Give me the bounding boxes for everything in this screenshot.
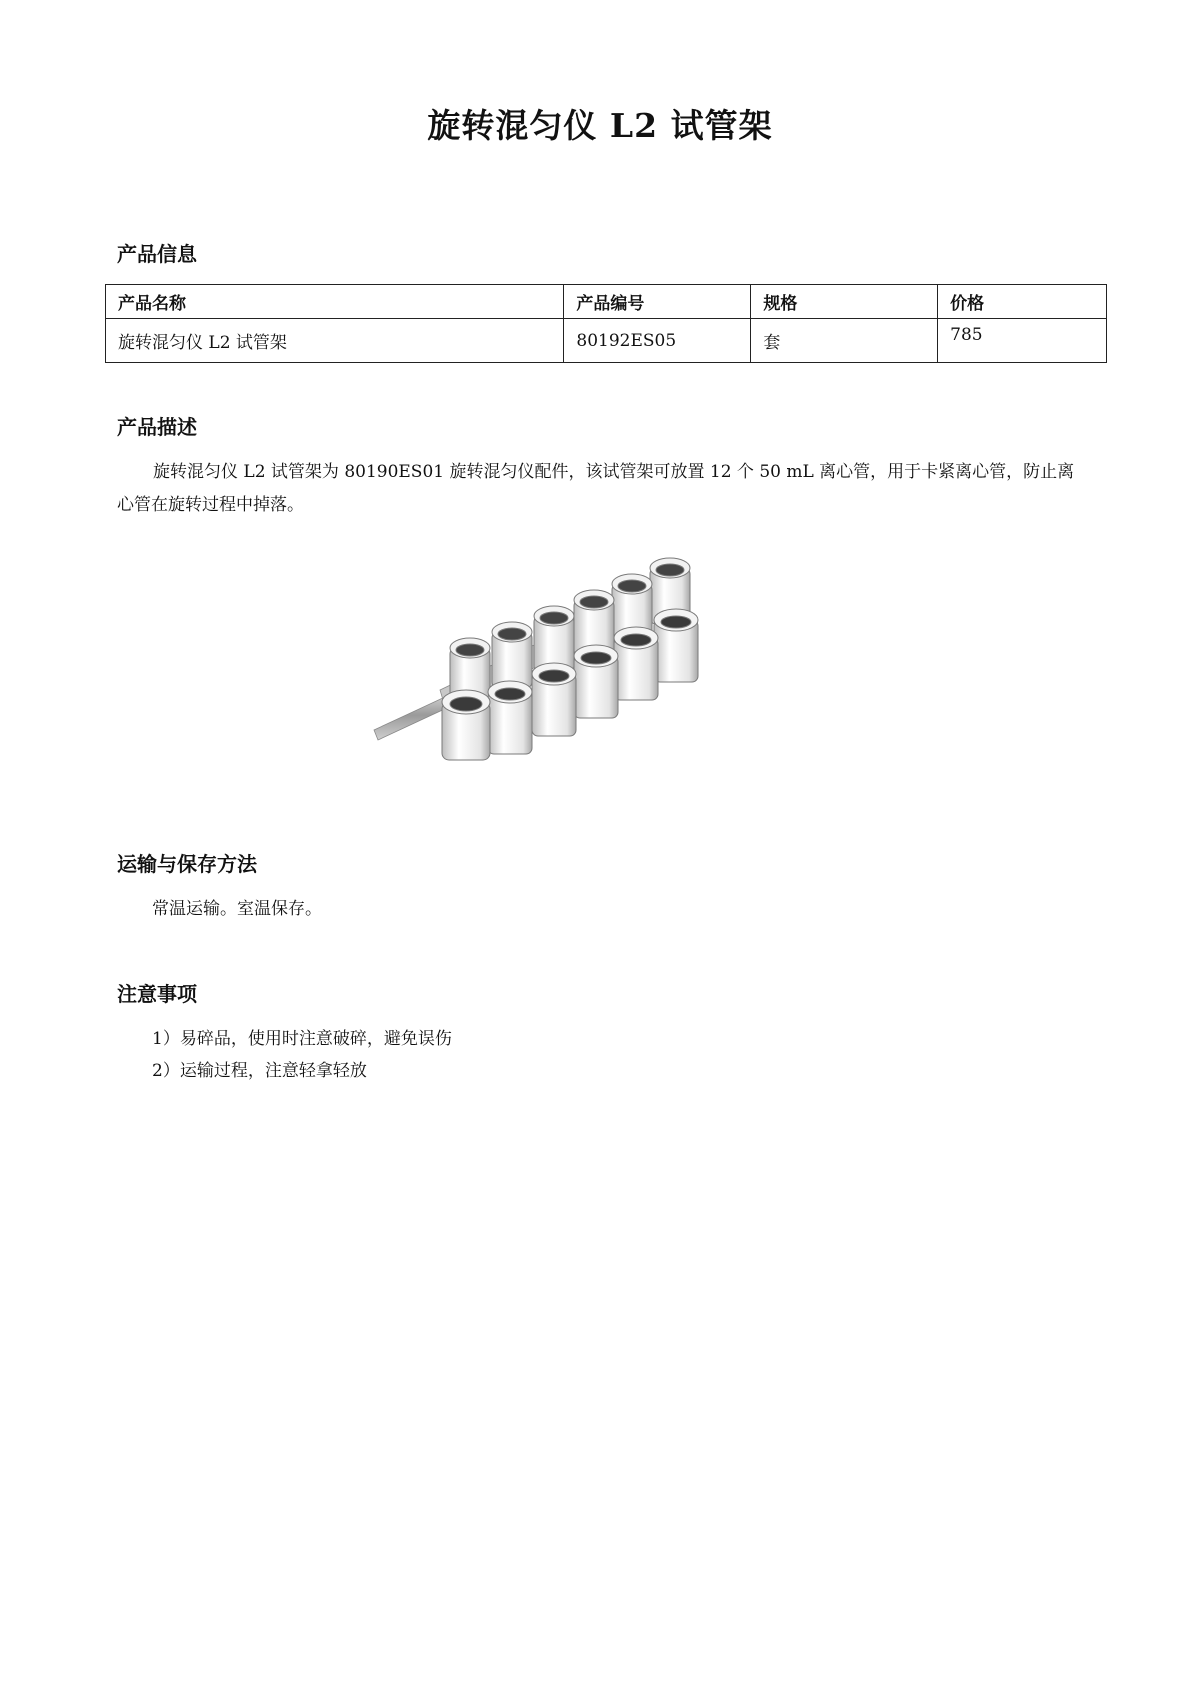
column-header: 价格 [938, 285, 1107, 319]
section-heading-info: 产品信息 [117, 242, 197, 266]
tube-rack-image [370, 540, 730, 770]
list-item: 2）运输过程，注意轻拿轻放 [152, 1061, 367, 1081]
column-header: 产品名称 [106, 285, 564, 319]
cell-product-code: 80192ES05 [564, 319, 751, 363]
section-heading-storage: 运输与保存方法 [117, 852, 257, 876]
column-header: 产品编号 [564, 285, 751, 319]
cell-spec: 套 [751, 319, 938, 363]
list-item: 1）易碎品，使用时注意破碎，避免误伤 [152, 1029, 452, 1049]
storage-text: 常温运输。室温保存。 [152, 899, 322, 919]
cell-product-name: 旋转混匀仪 L2 试管架 [106, 319, 564, 363]
product-info-table [105, 284, 1107, 363]
section-heading-notes: 注意事项 [117, 982, 197, 1006]
description-text: 旋转混匀仪 L2 试管架为 80190ES01 旋转混匀仪配件，该试管架可放置 12 个 50 mL 离心管，用于卡紧离心管，防止离心管在旋转过程中掉落。 [117, 462, 1075, 515]
section-heading-description: 产品描述 [117, 415, 197, 439]
table-header-row [106, 285, 1107, 319]
page-title: 旋转混匀仪 L2 试管架 [427, 106, 773, 145]
column-header: 规格 [751, 285, 938, 319]
table-row [106, 319, 1107, 363]
cell-price: 785 [938, 319, 1107, 363]
